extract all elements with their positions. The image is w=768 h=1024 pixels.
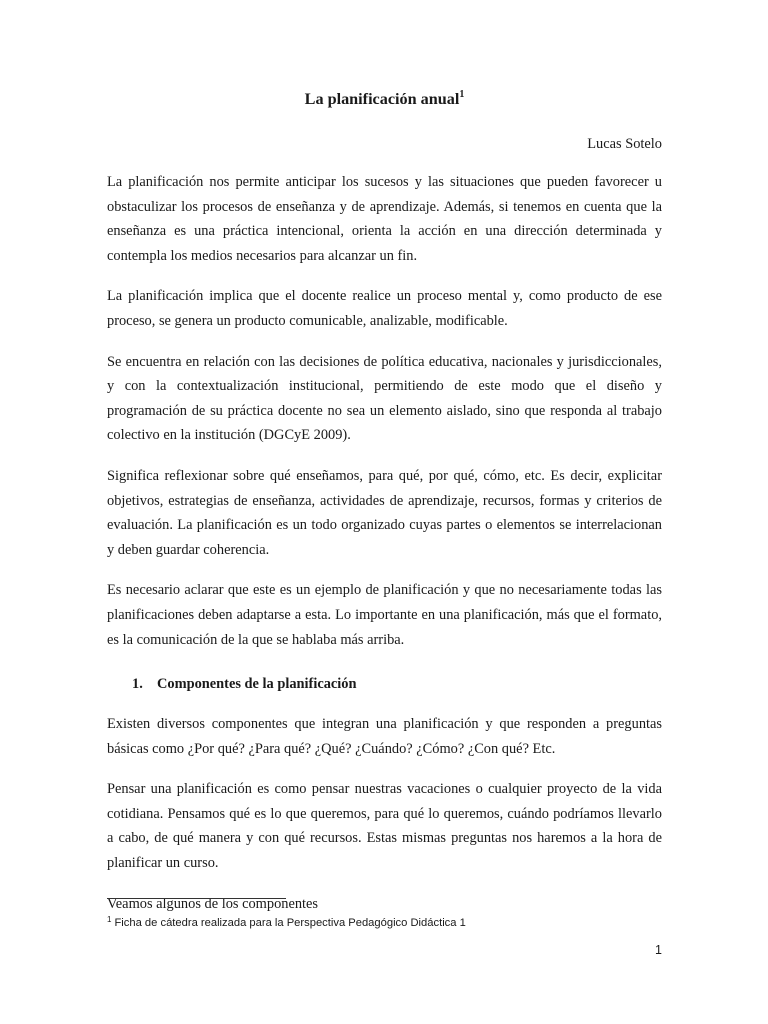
paragraph: Existen diversos componentes que integran una planificación y que responden a preguntas básicas como ¿Por qué? ¿Para qué? ¿Qué? ¿Cuándo? ¿Cómo? ¿Con qué? Etc.	[107, 716, 662, 757]
paragraph: La planificación implica que el docente realice un proceso mental y, como producto de ese proceso, se genera un producto comunicable, analizable, modificable.	[107, 288, 662, 329]
paragraph: Se encuentra en relación con las decisiones de política educativa, nacionales y jurisdiccionales, y con la contextualización institucional, permitiendo de este modo que el diseño y programación de su práctica docente no sea un elemento aislado, sino que responda al trabajo colectivo en la institución (DGCyE 2009).	[107, 353, 662, 444]
title-footnote-mark: 1	[459, 89, 465, 100]
document-body	[107, 88, 662, 916]
section-number: 1.	[132, 676, 143, 693]
document-title	[107, 88, 662, 110]
paragraph: Significa reflexionar sobre qué enseñamos, para qué, por qué, cómo, etc. Es decir, explicitar objetivos, estrategias de enseñanza, actividades de aprendizaje, recursos, formas y criterios de evaluación. La planificación es un todo organizado cuyas partes o elementos se interrelacionan y deben guardar coherencia.	[107, 467, 662, 558]
page-number: 1	[655, 943, 662, 957]
paragraph: Pensar una planificación es como pensar nuestras vacaciones o cualquier proyecto de la vida cotidiana. Pensamos qué es lo que queremos, para qué lo queremos, cuándo podríamos llevarlo a cabo, de qué manera y con qué recursos. Estas mismas preguntas nos haremos a la hora de planificar un curso.	[107, 781, 662, 872]
footnote	[107, 915, 667, 931]
author-name: Lucas Sotelo	[587, 136, 662, 152]
title-text: La planificación anual	[304, 90, 460, 108]
footnote-text: Ficha de cátedra realizada para la Perspectiva Pedagógico Didáctica 1	[114, 917, 466, 929]
footnote-mark: 1	[107, 915, 112, 924]
paragraph: Es necesario aclarar que este es un ejemplo de planificación y que no necesariamente todas las planificaciones deben adaptarse a esta. Lo importante en una planificación, más que el formato, es la comunicación de la que se hablaba más arriba.	[107, 582, 662, 648]
paragraph: La planificación nos permite anticipar los sucesos y las situaciones que pueden favorecer u obstaculizar los procesos de enseñanza y de aprendizaje. Además, si tenemos en cuenta que la enseñanza es una práctica intencional, orienta la acción en una dirección determinada y contempla los medios necesarios para alcanzar un fin.	[107, 174, 662, 264]
section-title: Componentes de la planificación	[157, 676, 357, 693]
section-heading	[107, 672, 662, 696]
paragraph: Veamos algunos de los componentes	[107, 895, 319, 912]
footnote-separator	[107, 898, 286, 899]
